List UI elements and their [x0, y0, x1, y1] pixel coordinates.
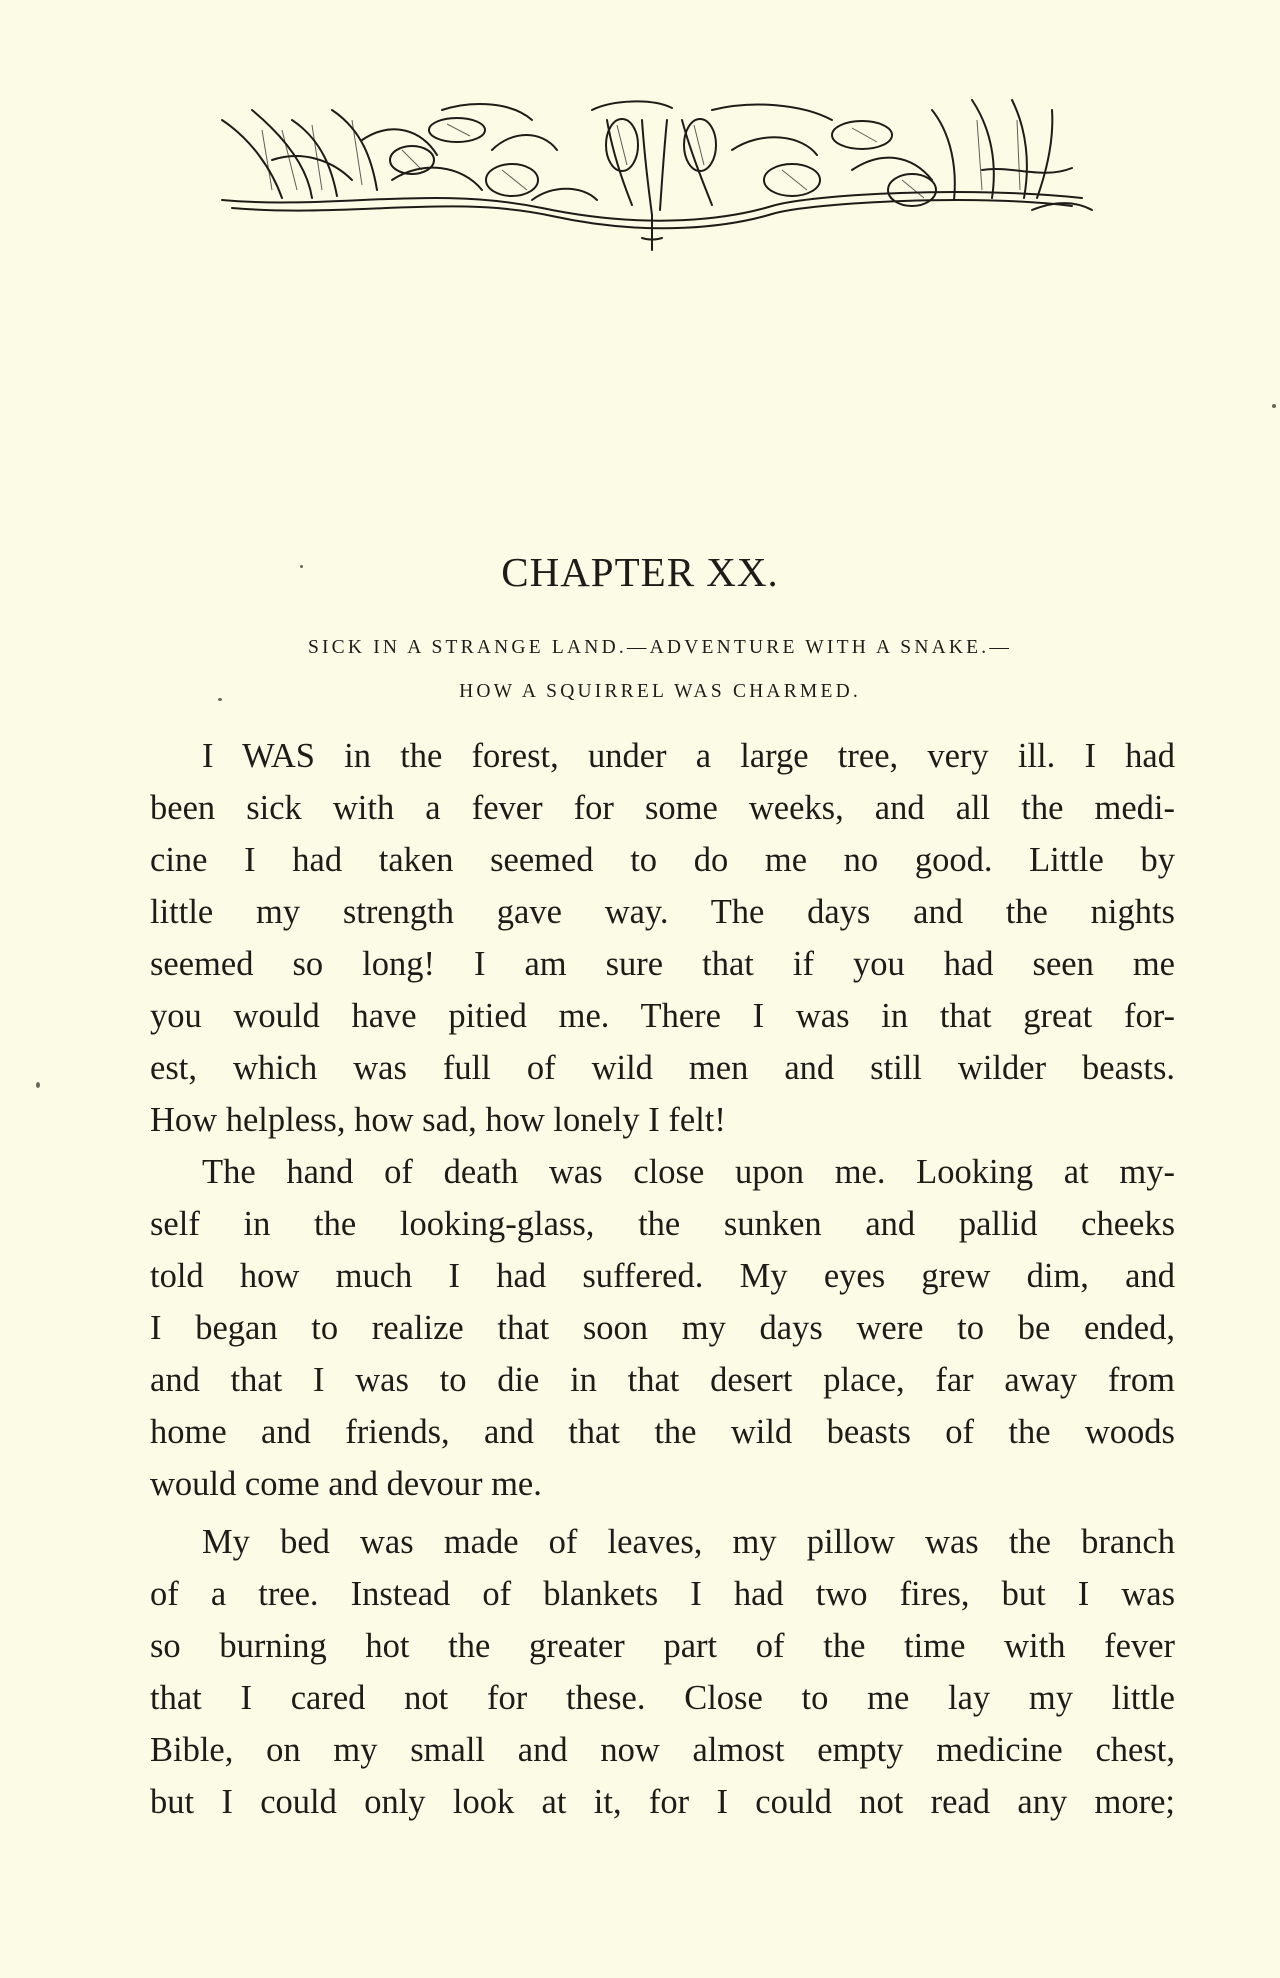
- text-line: of a tree. Instead of blankets I had two fires, but I was: [150, 1575, 1175, 1613]
- ornamental-headpiece: [212, 90, 1100, 262]
- text-line: and that I was to die in that desert place, far away from: [150, 1361, 1175, 1399]
- chapter-body: [150, 730, 1175, 1828]
- summary-line: HOW A SQUIRREL WAS CHARMED.: [459, 681, 861, 702]
- text-line: told how much I had suffered. My eyes grew dim, and: [150, 1257, 1175, 1295]
- text-line: My bed was made of leaves, my pillow was the branch: [202, 1523, 1175, 1561]
- text-line: so burning hot the greater part of the time with fever: [150, 1627, 1175, 1665]
- text-line: home and friends, and that the wild beasts of the woods: [150, 1413, 1175, 1451]
- chapter-summary: [145, 626, 1175, 714]
- text-line-rest: in the forest, under a large tree, very ill. I had: [314, 737, 1175, 775]
- text-line: I began to realize that soon my days were to be ended,: [150, 1309, 1175, 1347]
- ink-speck: [1272, 404, 1276, 408]
- text-line: seemed so long! I am sure that if you had seen me: [150, 945, 1175, 983]
- text-line: little my strength gave way. The days and the nights: [150, 893, 1175, 931]
- foliate-ornament-icon: [212, 90, 1100, 262]
- chapter-title: CHAPTER XX.: [501, 549, 779, 595]
- text-line: How helpless, how sad, how lonely I felt!: [150, 1101, 726, 1139]
- text-line: would come and devour me.: [150, 1465, 542, 1503]
- text-line: you would have pitied me. There I was in that great for-: [150, 997, 1175, 1035]
- lead-words: I WAS: [202, 737, 315, 775]
- text-line: self in the looking-glass, the sunken and pallid cheeks: [150, 1205, 1175, 1243]
- text-line: but I could only look at it, for I could not read any more;: [150, 1783, 1175, 1821]
- text-line: The hand of death was close upon me. Looking at my-: [202, 1153, 1175, 1191]
- text-line: est, which was full of wild men and still wilder beasts.: [150, 1049, 1175, 1087]
- text-line: [150, 730, 1175, 782]
- text-line: Bible, on my small and now almost empty medicine chest,: [150, 1731, 1175, 1769]
- text-line: cine I had taken seemed to do me no good. Little by: [150, 841, 1175, 879]
- ink-speck: [300, 565, 303, 568]
- ink-speck: [218, 698, 222, 701]
- text-line: that I cared not for these. Close to me lay my little: [150, 1679, 1175, 1717]
- summary-line: SICK IN A STRANGE LAND.—ADVENTURE WITH A SNAKE.—: [307, 637, 1013, 658]
- text-line: been sick with a fever for some weeks, and all the medi-: [150, 789, 1175, 827]
- ink-speck: [36, 1082, 40, 1088]
